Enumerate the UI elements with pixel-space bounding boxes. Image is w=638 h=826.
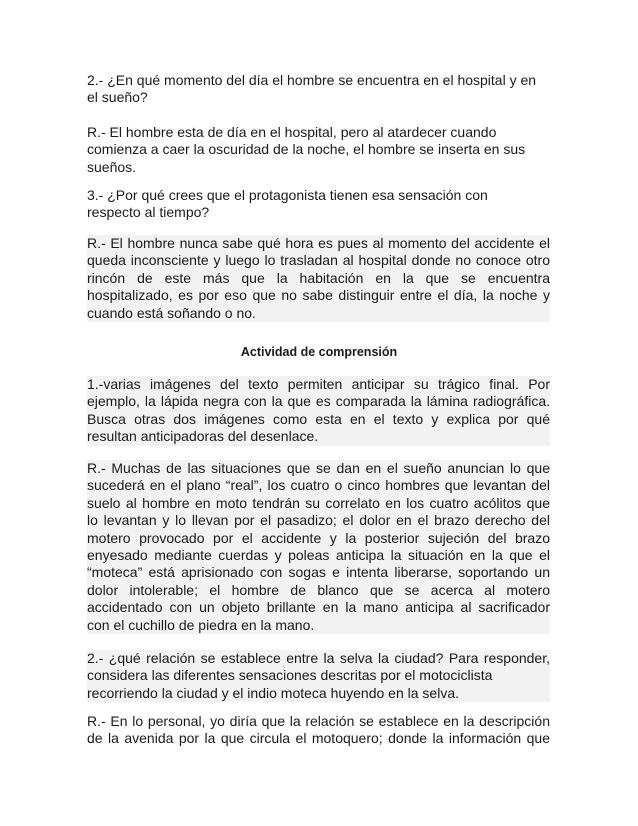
activity-answer-2 <box>87 713 550 748</box>
text-line: 2.- ¿En qué momento del día el hombre se encuentra en el hospital y en <box>87 72 537 88</box>
text-line: rincón de este más que la habitación en la que se encuentra <box>87 269 550 286</box>
text-line: Busca otras dos imágenes como esta en el texto y explica por qué <box>87 410 550 427</box>
text-line: 3.- ¿Por qué crees que el protagonista tienen esa sensación con <box>87 187 488 203</box>
text-line: suelo al hombre en moto tendrán su correlato en los cuatro acólitos que <box>87 494 550 511</box>
text-line: queda inconsciente y luego lo trasladan al hospital donde no conoce otro <box>87 252 550 269</box>
text-line: respecto al tiempo? <box>87 204 210 221</box>
question-3 <box>87 187 550 222</box>
text-line: cuando está soñando o no. <box>87 304 256 321</box>
text-line: accidentado con un objeto brillante en la mano anticipa al sacrificador <box>87 599 550 616</box>
text-line: R.- El hombre esta de día en el hospital, pero al atardecer cuando <box>87 124 497 140</box>
text-line: R.- En lo personal, yo diría que la relación se establece en la descripción <box>87 713 550 729</box>
text-line: recorriendo la ciudad y el indio moteca huyendo en la selva. <box>87 684 460 701</box>
text-line: sueños. <box>87 158 137 175</box>
text-line: dolor intolerable; el hombre de blanco que se acerca al motero <box>87 581 550 598</box>
text-line: R.- Muchas de las situaciones que se dan en el sueño anuncian lo que <box>87 460 550 476</box>
activity-answer-1 <box>87 460 550 634</box>
text-line: motero provocado por el accidente y la posterior sujeción del brazo <box>87 529 550 546</box>
text-line: hospitalizado, es por eso que no sabe distinguir entre el día, la noche y <box>87 287 550 304</box>
activity-question-2 <box>87 650 550 702</box>
answer-2 <box>87 124 550 176</box>
text-line: enyesado mediante cuerdas y poleas anticipa la situación en la que el <box>87 546 550 563</box>
text-line: considera las diferentes sensaciones descritas por el motociclista <box>87 667 493 684</box>
text-line: 1.-varias imágenes del texto permiten anticipar su trágico final. Por <box>87 376 550 392</box>
text-line: con el cuchillo de piedra en la mano. <box>87 616 315 633</box>
text-line: lo levantan y lo llevan por el pasadizo; el dolor en el brazo derecho del <box>87 512 550 529</box>
text-line: de la avenida por la que circula el motoquero; donde la información que <box>87 730 550 747</box>
text-line: sucederá en el plano “real”, los cuatro o cinco hombres que levantan del <box>87 477 550 494</box>
text-line: el sueño? <box>87 89 148 106</box>
text-line: ejemplo, la lápida negra con la que es comparada la lámina radiográfica. <box>87 393 550 410</box>
text-line: “moteca” está aprisionado con sogas e intenta liberarse, soportando un <box>87 564 550 581</box>
activity-question-1 <box>87 376 550 446</box>
answer-3 <box>87 235 550 322</box>
text-line: 2.- ¿qué relación se establece entre la selva la ciudad? Para responder, <box>87 650 550 666</box>
text-line: R.- El hombre nunca sabe qué hora es pues al momento del accidente el <box>87 235 550 251</box>
question-2 <box>87 72 550 107</box>
section-heading: Actividad de comprensión <box>240 345 398 359</box>
text-line: resultan anticipadoras del desenlace. <box>87 428 319 445</box>
text-line: comienza a caer la oscuridad de la noche, el hombre se inserta en sus <box>87 141 526 158</box>
